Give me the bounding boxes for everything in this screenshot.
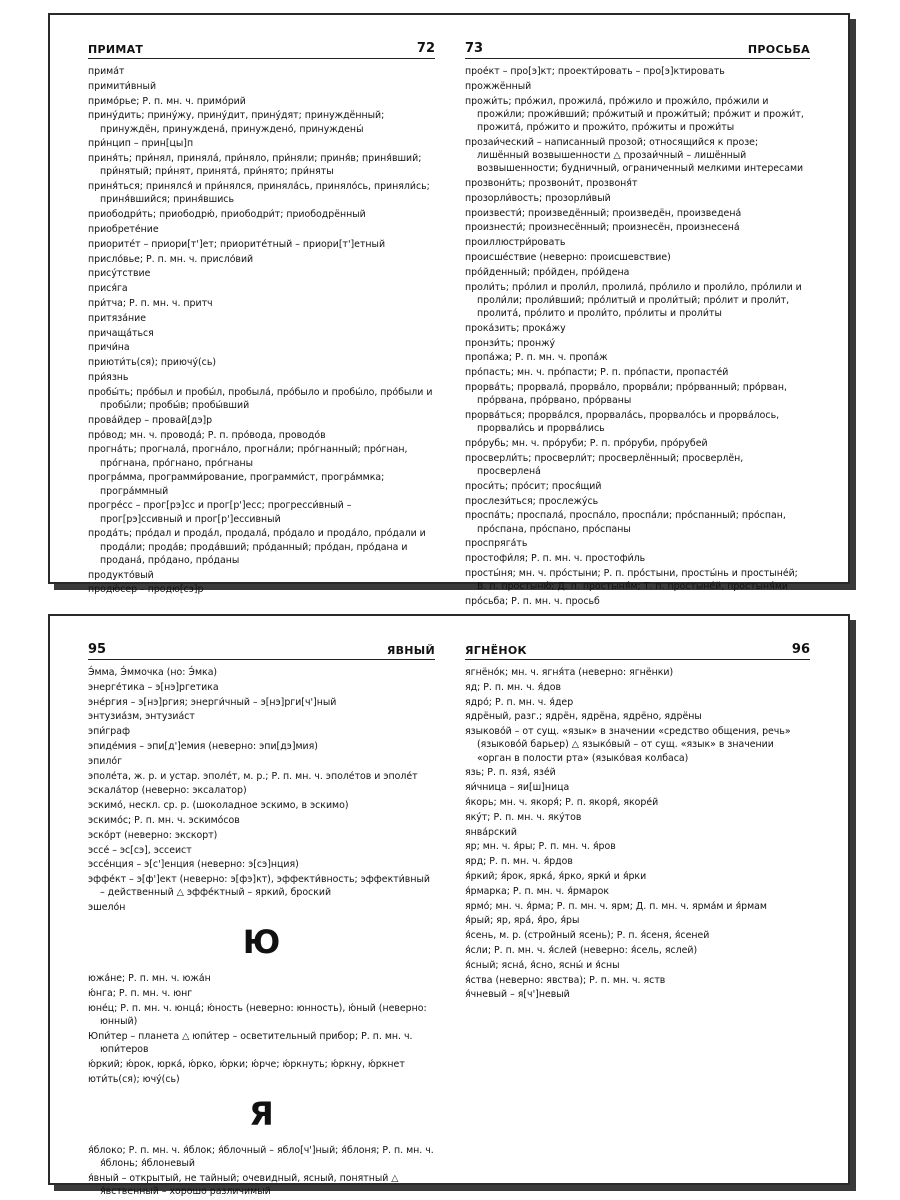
dictionary-entry: прогна́ть; прогнала́, прогна́ло, прогна́ли; про́гнанный; про́гнан, про́гнана, про́гнано, про́гнаны xyxy=(88,444,408,469)
page-73 xyxy=(449,15,848,607)
dictionary-entry: эне́ргия – э[нэ]ргия; энерги́чный – э[нэ]рги[ч']ный xyxy=(88,696,337,708)
dictionary-entry: эско́рт (неверно: экскорт) xyxy=(88,829,218,841)
book-spread-top xyxy=(48,13,850,607)
dictionary-entry: проси́ть; про́сит; прося́щий xyxy=(465,480,602,492)
dictionary-entry: яи́чница – яи[ш]ница xyxy=(465,782,570,794)
dictionary-entry: при́тча; Р. п. мн. ч. притч xyxy=(88,297,213,309)
dictionary-entry: эпило́г xyxy=(88,755,123,767)
dictionary-entry: эпи́граф xyxy=(88,726,131,738)
dictionary-entry: эскимо́с; Р. п. мн. ч. эскимо́сов xyxy=(88,814,240,826)
entry-list xyxy=(88,65,435,597)
dictionary-entry: эскимо́, нескл. ср. р. (шоколадное эскимо, в эскимо) xyxy=(88,800,349,812)
entry-list xyxy=(465,666,810,1002)
dictionary-entry: причаща́ться xyxy=(88,327,154,339)
dictionary-entry: язь; Р. п. язя́, язе́й xyxy=(465,767,556,779)
dictionary-entry: эшело́н xyxy=(88,902,126,914)
dictionary-entry: продю́сер – продю[сэ]р xyxy=(88,584,204,596)
dictionary-entry: ярд; Р. п. мн. ч. я́рдов xyxy=(465,856,573,868)
dictionary-entry: при́язнь xyxy=(88,371,129,383)
dictionary-entry: проиллюстри́ровать xyxy=(465,237,566,249)
page-header xyxy=(88,642,435,660)
dictionary-entry: проли́ть; про́лил и проли́л, пролила́, про́лило и проли́ло, про́лили и проли́ли; проли́вший; про́литый и проли́тый; про́лит и проли́т, пролита́, про́лито и проли́то, про́литы и проли́ты xyxy=(465,281,802,319)
dictionary-entry: прое́кт – про[э]кт; проекти́ровать – про[э]ктировать xyxy=(465,66,725,77)
dictionary-entry: про́рубь; мн. ч. про́руби; Р. п. про́руби, про́рубей xyxy=(465,437,708,449)
dictionary-entry: простофи́ля; Р. п. мн. ч. простофи́ль xyxy=(465,553,646,565)
dictionary-entry: прозаи́ческий – написанный прозой; относящийся к прозе; лишённый возвышенности △ прозаи́чный – лишённый возвышенности; будничный, ограниченный мелкими интересами xyxy=(465,136,804,175)
dictionary-entry: програ́мма, программи́рование, программи́ст, програ́ммка; програ́ммный xyxy=(88,472,385,497)
page-number: 72 xyxy=(416,41,435,56)
dictionary-entry: я́блоко; Р. п. мн. ч. я́блок; я́блочный – ябло[ч']ный; я́блоня; Р. п. мн. ч. я́блонь; я́блоневый xyxy=(88,1144,434,1170)
header-word: ЯГНЁНОК xyxy=(465,644,527,657)
dictionary-entry: приобрете́ние xyxy=(88,223,159,235)
dictionary-entry: прода́ть; про́дал и прода́л, продала́, про́дало и прода́ло, про́дали и прода́ли; прода́в; прода́вший; про́данный; про́дан, про́дана и продана́, про́дано, про́даны xyxy=(88,528,426,566)
page-header xyxy=(465,642,810,660)
dictionary-entry: энерге́тика – э[нэ]ргетика xyxy=(88,681,219,693)
dictionary-entry: Юпи́тер – планета △ юпи́тер – осветительный прибор; Р. п. мн. ч. юпи́теров xyxy=(88,1030,413,1056)
book-spread-bottom xyxy=(48,614,850,1198)
dictionary-entry: пробы́ть; про́был и пробы́л, пробыла́, про́было и пробы́ло, про́были и пробы́ли; пробы́в; пробы́вший xyxy=(88,386,433,411)
dictionary-entry: эполе́та, ж. р. и устар. эполе́т, м. р.; Р. п. мн. ч. эполе́тов и эполе́т xyxy=(88,770,418,782)
page-number: 96 xyxy=(791,642,810,657)
dictionary-entry: яр; мн. ч. я́ры; Р. п. мн. ч. я́ров xyxy=(465,841,616,853)
dictionary-entry: произвести́; произведённый; произведён, произведена́ xyxy=(465,207,742,219)
dictionary-entry: прозвони́ть; прозвони́т, прозвоня́т xyxy=(465,178,638,189)
dictionary-entry: приня́ть; при́нял, приняла́, при́няло, при́няли; приня́в; приня́вший; при́нятый; при́нят, принята́, при́нято; при́няты xyxy=(88,153,422,178)
dictionary-entry: прожи́ть; про́жил, прожила́, про́жило и прожи́ло, про́жили и прожи́ли; прожи́вший; про́житый и прожи́тый; про́жит и прожи́т, прожита́, про́жито и прожи́то, про́житы и прожи́ты xyxy=(465,95,804,133)
dictionary-entry: происше́ствие (неверно: происшевствие) xyxy=(465,251,671,263)
dictionary-entry: языково́й – от сущ. «язык» в значении «средство общения, речь» (языково́й барьер) △ языко́вый – от сущ. «язык» в значении «орган в полости рта» (языко́вая колбаса) xyxy=(465,726,791,764)
dictionary-entry: произнести́; произнесённый; произнесён, произнесена́ xyxy=(465,222,740,234)
dictionary-entry: приюти́ть(ся); приючу́(сь) xyxy=(88,357,216,369)
dictionary-entry: я́чневый – я[ч']невый xyxy=(465,989,570,1001)
dictionary-entry: эпиде́мия – эпи[д']емия (неверно: эпи[дэ]мия) xyxy=(88,740,318,752)
dictionary-entry: я́ства (неверно: явства); Р. п. мн. ч. яств xyxy=(465,974,666,986)
dictionary-entry: проспряга́ть xyxy=(465,538,528,550)
page-96 xyxy=(449,616,848,1183)
dictionary-entry: присло́вье; Р. п. мн. ч. присло́вий xyxy=(88,253,254,265)
dictionary-entry: я́вный – открытый, не тайный; очевидный, ясный, понятный △ я́вственный – хорошо различимый xyxy=(88,1172,399,1198)
dictionary-entry: южа́не; Р. п. мн. ч. южа́н xyxy=(88,973,211,985)
header-word: ПРИМАТ xyxy=(88,43,144,56)
dictionary-entry: я́рмарка; Р. п. мн. ч. я́рмарок xyxy=(465,885,610,897)
dictionary-entry: просверли́ть; просверли́т; просверлённый; просверлён, просверлена́ xyxy=(465,452,744,477)
entry-list xyxy=(88,666,435,914)
dictionary-entry: юне́ц; Р. п. мн. ч. юнца́; ю́ность (неверно: юнность), ю́ный (неверно: юнный) xyxy=(88,1002,427,1028)
dictionary-entry: прину́дить; прину́жу, прину́дит, прину́дят; принуждённый; принуждён, принуждена́, принуждено́, принуждены́ xyxy=(88,110,385,135)
dictionary-entry: прова́йдер – провай[дэ]р xyxy=(88,414,213,426)
dictionary-entry: янва́рский xyxy=(465,826,517,838)
page-header xyxy=(88,41,435,59)
dictionary-entry: прися́га xyxy=(88,283,128,295)
dictionary-entry: прорва́ть; прорвала́, прорва́ло, прорва́ли; про́рванный; про́рван, про́рвана, про́рвано, про́рваны xyxy=(465,381,787,407)
dictionary-entry: продукто́вый xyxy=(88,569,154,581)
page-header xyxy=(465,41,810,59)
dictionary-entry: примити́вный xyxy=(88,80,157,92)
section-letter-ya: Я xyxy=(249,1094,274,1133)
dictionary-entry: про́йденный; про́йден, про́йдена xyxy=(465,266,630,278)
dictionary-entry: про́пасть; мн. ч. про́пасти; Р. п. про́пасти, пропасте́й xyxy=(465,367,729,379)
dictionary-entry: энтузиа́зм, энтузиа́ст xyxy=(88,711,195,723)
page-number: 73 xyxy=(465,41,484,56)
dictionary-entry: эскала́тор (неверно: эксалатор) xyxy=(88,785,247,797)
dictionary-entry: яку́т; Р. п. мн. ч. яку́тов xyxy=(465,811,582,823)
dictionary-entry: приорите́т – приори[т']ет; приорите́тный – приори[т']етный xyxy=(88,238,386,250)
dictionary-entry: прослези́ться; прослежу́сь xyxy=(465,495,599,507)
dictionary-entry: эссе́нция – э[с']енция (неверно: э[сэ]нция) xyxy=(88,859,299,871)
dictionary-entry: прозорли́вость; прозорли́вый xyxy=(465,192,611,204)
dictionary-entry: ягнёно́к; мн. ч. ягня́та (неверно: ягнёнки) xyxy=(465,667,674,678)
dictionary-entry: примо́рье; Р. п. мн. ч. примо́рий xyxy=(88,95,246,107)
dictionary-entry: прогре́сс – прог[рэ]сс и прог[р']есс; прогресси́вный – прог[рэ]ссивный и прог[р']ессивный xyxy=(88,500,352,525)
dictionary-entry: просты́ня; мн. ч. про́стыни; Р. п. про́стыни, просты́нь и простыне́й; В. п. простыню́; Д. п. простыня́м; Т. п. простыне́й, простыня́ми xyxy=(465,567,798,593)
page-number: 95 xyxy=(88,642,107,657)
dictionary-entry: прорва́ться; прорва́лся, прорвала́сь, прорвало́сь и прорва́лось, прорвали́сь и прорва́лись xyxy=(465,409,780,435)
dictionary-entry: яд; Р. п. мн. ч. я́дов xyxy=(465,681,562,693)
dictionary-entry: прима́т xyxy=(88,66,125,77)
dictionary-entry: эффе́кт – э[ф']ект (неверно: э[фэ]кт), эффекти́вность; эффекти́вный – действенный △ эффе́ктный – яркий, броский xyxy=(88,874,430,899)
dictionary-entry: ю́ркий; ю́рок, юрка́, ю́рко, ю́рки; ю́рче; ю́ркнуть; ю́ркну, ю́ркнет xyxy=(88,1058,405,1070)
dictionary-entry: я́сли; Р. п. мн. ч. я́слей (неверно: я́сель, яслей) xyxy=(465,944,698,956)
dictionary-entry: про́сьба; Р. п. мн. ч. просьб xyxy=(465,595,600,607)
entry-list xyxy=(88,972,435,1086)
entry-list xyxy=(88,1144,435,1198)
dictionary-entry: юти́ть(ся); ючу́(сь) xyxy=(88,1073,180,1085)
dictionary-entry: ю́нга; Р. п. мн. ч. юнг xyxy=(88,988,193,1000)
dictionary-entry: ядрёный, разг.; ядрён, ядрёна, ядрёно, ядрёны xyxy=(465,711,702,723)
dictionary-entry: притяза́ние xyxy=(88,312,146,324)
dictionary-entry: приободри́ть; приободрю́, приободри́т; приободрённый xyxy=(88,209,366,221)
page-72 xyxy=(50,15,449,596)
page-95 xyxy=(50,616,449,1198)
dictionary-entry: ярмо́; мн. ч. я́рма; Р. п. мн. ч. ярм; Д. п. мн. ч. ярма́м и я́рмам xyxy=(465,900,767,912)
dictionary-entry: причи́на xyxy=(88,342,130,354)
dictionary-entry: прока́зить; прока́жу xyxy=(465,322,566,334)
dictionary-entry: при́нцип – прин[цы]п xyxy=(88,138,194,150)
entry-list xyxy=(465,65,810,608)
dictionary-entry: про́вод; мн. ч. провода́; Р. п. про́вода, проводо́в xyxy=(88,429,326,441)
dictionary-entry: я́ркий; я́рок, ярка́, я́рко, ярки́ и я́рки xyxy=(465,870,647,882)
dictionary-entry: ядро́; Р. п. мн. ч. я́дер xyxy=(465,696,574,708)
header-word: ЯВНЫЙ xyxy=(386,644,435,657)
dictionary-entry: проспа́ть; проспала́, проспа́ло, проспа́ли; про́спанный; про́спан, про́спана, про́спано, про́спаны xyxy=(465,510,786,535)
dictionary-entry: прису́тствие xyxy=(88,268,151,280)
header-word: ПРОСЬБА xyxy=(747,43,810,56)
dictionary-entry: я́сный; ясна́, я́сно, ясны́ и я́сны xyxy=(465,959,620,971)
dictionary-entry: прожжённый xyxy=(465,80,532,92)
dictionary-entry: Э́мма, Э́ммочка (но: Э́мка) xyxy=(88,667,218,678)
dictionary-entry: я́рый; яр, яра́, я́ро, я́ры xyxy=(465,915,580,927)
dictionary-entry: приня́ться; принялся́ и при́нялся, приняла́сь, приняло́сь, приняли́сь; приня́вшийся; приня́вшись xyxy=(88,181,430,206)
dictionary-entry: я́корь; мн. ч. якоря́; Р. п. якоря́, якоре́й xyxy=(465,796,659,808)
dictionary-entry: эссе́ – эс[сэ], эссеист xyxy=(88,844,192,856)
dictionary-entry: я́сень, м. р. (стройный ясень); Р. п. я́сеня, я́сеней xyxy=(465,930,710,942)
dictionary-entry: пронзи́ть; пронжу́ xyxy=(465,337,556,349)
dictionary-entry: пропа́жа; Р. п. мн. ч. пропа́ж xyxy=(465,352,608,364)
section-letter-yu: Ю xyxy=(242,923,281,962)
